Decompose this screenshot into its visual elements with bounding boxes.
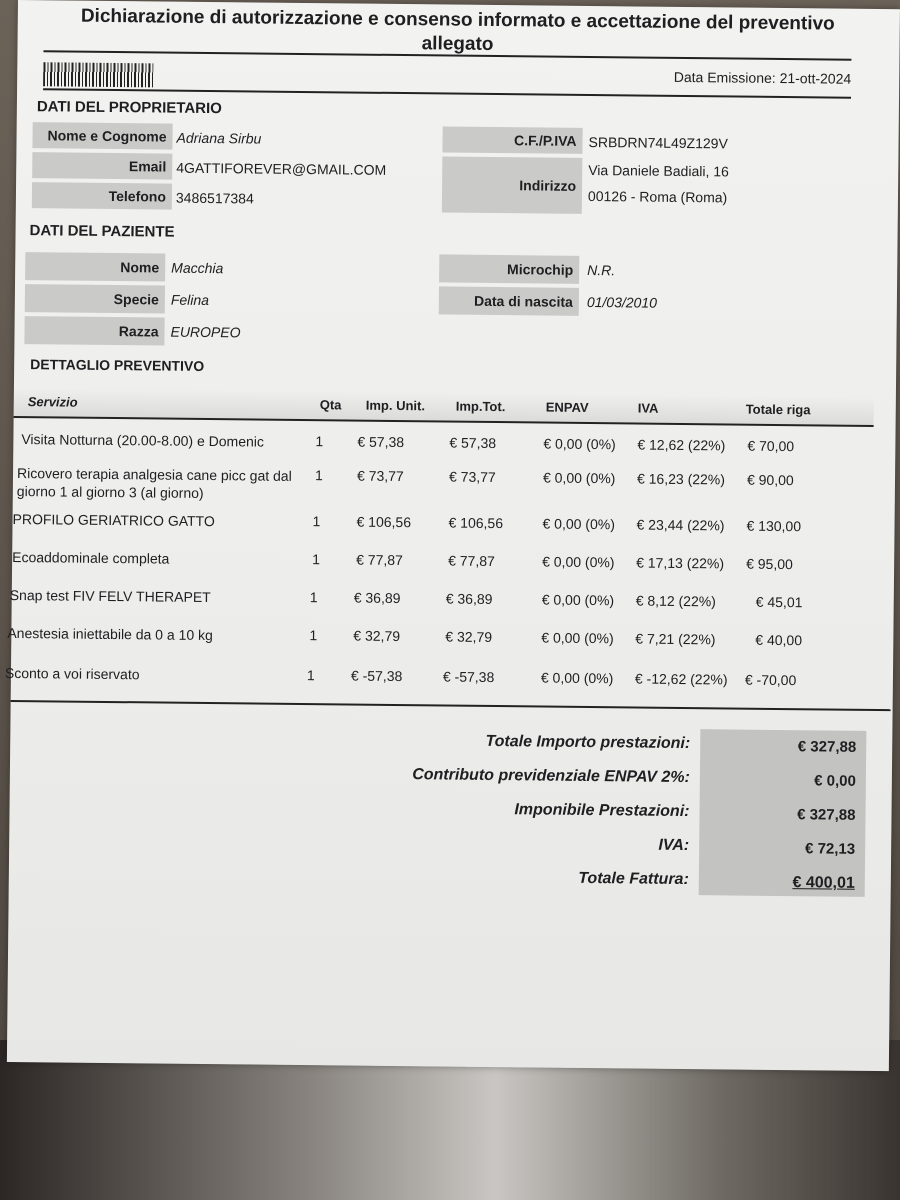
iva-total-value: € 72,13 (805, 840, 856, 858)
qty-cell: 1 (312, 513, 321, 530)
column-header: Servizio (27, 394, 78, 410)
table-row (12, 510, 873, 535)
document-title: Dichiarazione di autorizzazione e consenso informato e accettazione del preventivo allegato (80, 5, 835, 55)
column-header: Imp.Tot. (455, 398, 506, 415)
enpav-cell: € 0,00 (0%) (542, 515, 616, 533)
table-row (13, 430, 873, 455)
enpav-cell: € 0,00 (0%) (541, 591, 615, 609)
owner-cf-label: C.F./P.IVA (442, 126, 582, 153)
patient-name-label: Nome (25, 252, 165, 281)
row-total-cell: € 130,00 (746, 517, 802, 535)
service-cell: Anestesia iniettabile da 0 a 10 kg (7, 624, 213, 644)
owner-section-title: DATI DEL PROPRIETARIO (36, 98, 222, 118)
total-price-cell: € 73,77 (448, 468, 496, 486)
enpav-cell: € 0,00 (0%) (541, 629, 614, 647)
total-price-cell: € 57,38 (449, 434, 497, 452)
column-header: Qta (319, 397, 342, 413)
unit-price-cell: € 77,87 (356, 551, 403, 569)
total-price-cell: € 106,56 (448, 514, 504, 532)
owner-phone-label: Telefono (32, 182, 172, 209)
barcode-graphic (43, 62, 153, 87)
iva-cell: € -12,62 (22%) (634, 670, 728, 688)
detail-section-title: DETTAGLIO PREVENTIVO (30, 356, 205, 374)
qty-cell: 1 (309, 589, 318, 606)
owner-address-line1: Via Daniele Badiali, 16 (588, 161, 729, 180)
owner-address-line2: 00126 - Roma (Roma) (587, 187, 728, 206)
enpav-cell: € 0,00 (0%) (540, 669, 614, 687)
column-header: IVA (637, 400, 659, 416)
enpav-contribution-value: € 0,00 (814, 772, 856, 790)
total-price-cell: € 36,89 (445, 590, 493, 608)
total-price-cell: € 77,87 (448, 552, 495, 570)
owner-address-label: Indirizzo (442, 156, 583, 213)
taxable-value: € 327,88 (797, 806, 856, 824)
iva-cell: € 12,62 (22%) (637, 436, 726, 454)
table-row (12, 548, 872, 573)
enpav-cell: € 0,00 (0%) (542, 469, 616, 487)
issue-date-label: Data Emissione: (673, 68, 776, 86)
service-cell: PROFILO GERIATRICO GATTO (12, 510, 215, 530)
patient-section-title: DATI DEL PAZIENTE (29, 222, 175, 241)
owner-name-label: Nome e Cognome (32, 122, 172, 149)
enpav-cell: € 0,00 (0%) (543, 435, 616, 453)
unit-price-cell: € 32,79 (353, 627, 401, 645)
row-total-cell: € 70,00 (747, 437, 795, 455)
table-row (9, 586, 872, 611)
issue-date (674, 69, 852, 87)
issue-date-value: 21-ott-2024 (779, 69, 852, 87)
column-header: Imp. Unit. (365, 397, 426, 414)
qty-cell: 1 (315, 433, 324, 450)
patient-species-value: Felina (170, 291, 210, 309)
quote-document (4, 0, 900, 1071)
row-total-cell: € 90,00 (746, 471, 794, 489)
unit-price-cell: € 106,56 (356, 513, 412, 531)
iva-cell: € 17,13 (22%) (636, 554, 725, 572)
table-row (4, 664, 871, 689)
taxable-label: Imponibile Prestazioni: (514, 801, 690, 821)
qty-cell: 1 (306, 667, 315, 684)
iva-cell: € 23,44 (22%) (636, 516, 725, 534)
iva-cell: € 16,23 (22%) (636, 470, 726, 488)
qty-cell: 1 (314, 467, 323, 484)
patient-breed-label: Razza (24, 316, 164, 345)
enpav-contribution-label: Contributo previdenziale ENPAV 2%: (412, 766, 690, 787)
column-header: Totale riga (745, 401, 811, 418)
invoice-total-value: € 400,01 (792, 874, 855, 892)
owner-name-value: Adriana Sirbu (176, 129, 262, 147)
divider (11, 700, 891, 711)
patient-birth-label: Data di nascita (439, 286, 579, 315)
service-cell: Visita Notturna (20.00-8.00) e Domenic (21, 431, 265, 450)
table-row (13, 464, 873, 501)
invoice-total-label: Totale Fattura: (578, 869, 689, 889)
iva-cell: € 8,12 (22%) (635, 592, 716, 610)
owner-phone-value: 3486517384 (175, 189, 254, 207)
table-header (14, 388, 874, 427)
table-row (7, 624, 871, 649)
total-price-cell: € 32,79 (445, 628, 493, 645)
qty-cell: 1 (312, 551, 321, 568)
total-services-value: € 327,88 (797, 738, 857, 756)
service-cell: Sconto a voi riservato (4, 664, 140, 683)
row-total-cell: € 45,01 (755, 593, 803, 611)
column-header: ENPAV (545, 399, 589, 415)
unit-price-cell: € -57,38 (350, 667, 403, 685)
divider (43, 88, 851, 98)
iva-total-label: IVA: (658, 836, 690, 855)
total-services-label: Totale Importo prestazioni: (485, 732, 691, 753)
patient-species-label: Specie (25, 284, 165, 313)
enpav-cell: € 0,00 (0%) (542, 553, 615, 571)
service-cell: Snap test FIV FELV THERAPET (9, 586, 211, 606)
patient-name-value: Macchia (171, 259, 224, 277)
service-cell: Ecoaddominale completa (12, 548, 170, 567)
row-total-cell: € 95,00 (746, 555, 793, 573)
unit-price-cell: € 73,77 (356, 467, 404, 485)
total-price-cell: € -57,38 (442, 668, 495, 686)
row-total-cell: € -70,00 (744, 671, 797, 689)
service-cell: Ricovero terapia analgesia cane picc gat dal giorno 1 al giorno 3 (al giorno) (16, 465, 292, 501)
owner-cf-value: SRBDRN74L49Z129V (588, 133, 728, 152)
row-total-cell: € 40,00 (755, 631, 803, 649)
patient-chip-label: Microchip (439, 254, 579, 283)
iva-cell: € 7,21 (22%) (635, 630, 716, 648)
patient-chip-value: N.R. (587, 261, 616, 279)
patient-birth-value: 01/03/2010 (586, 293, 658, 311)
qty-cell: 1 (309, 627, 318, 644)
owner-email-label: Email (32, 152, 172, 179)
patient-breed-value: EUROPEO (170, 323, 241, 341)
unit-price-cell: € 36,89 (353, 589, 401, 607)
owner-email-value: 4GATTIFOREVER@GMAIL.COM (176, 159, 387, 178)
unit-price-cell: € 57,38 (357, 433, 405, 451)
